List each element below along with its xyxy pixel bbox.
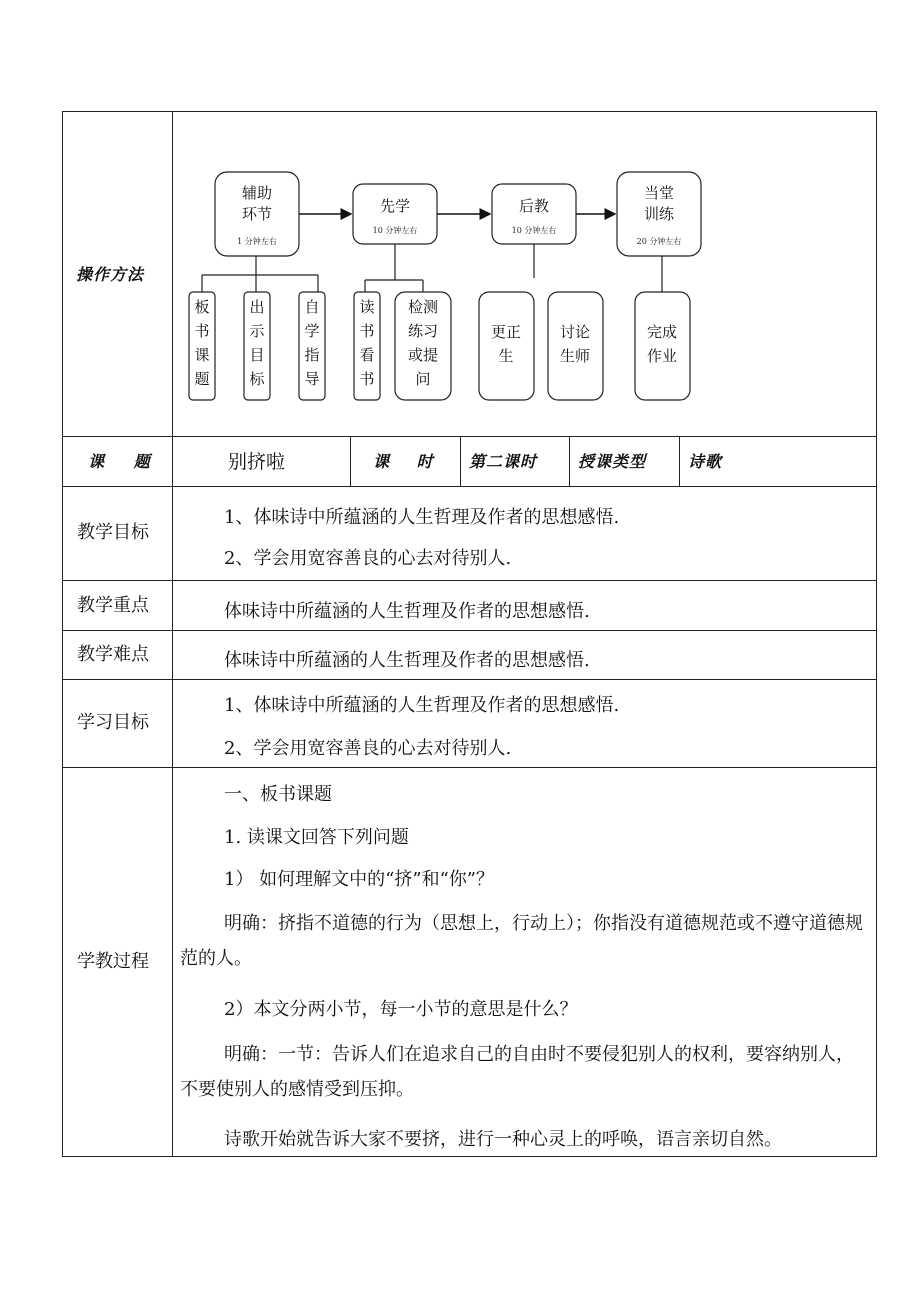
- sub-4-label: 书: [359, 370, 375, 388]
- goal-label: 教学目标: [77, 522, 149, 543]
- step-4-label: 当堂: [643, 184, 675, 202]
- sub-5-label: 检测: [407, 298, 439, 316]
- process-p4: 明确：挤指不道德的行为（思想上，行动上）；你指没有道德规范或不遵守道德规范的人。: [180, 913, 863, 969]
- sub-2-label: 标: [249, 370, 265, 388]
- study-label: 学习目标: [77, 712, 149, 733]
- key-text: 体味诗中所蕴涵的人生哲理及作者的思想感悟.: [224, 601, 590, 622]
- sub-box-7: [548, 292, 603, 400]
- sub-3-label: 指: [304, 346, 320, 364]
- sub-4-label: 看: [359, 346, 375, 364]
- sub-3-label: 导: [304, 370, 320, 388]
- study-line-2: 2、学会用宽容善良的心去对待别人.: [224, 738, 512, 759]
- sub-box-8: [635, 292, 690, 400]
- step-4-label: 训练: [643, 205, 675, 223]
- step-3-label: 后教: [518, 197, 550, 215]
- sub-8-label: 完成: [646, 323, 678, 341]
- sub-box-6: [479, 292, 534, 400]
- study-line-1: 1、体味诗中所蕴涵的人生哲理及作者的思想感悟.: [224, 695, 620, 716]
- sub-4-label: 书: [359, 322, 375, 340]
- sub-5-label: 问: [415, 370, 431, 388]
- process-p6: 明确：一节：告诉人们在追求自己的自由时不要侵犯别人的权利，要容纳别人，不要使别人的感情受到压抑。: [180, 1044, 854, 1100]
- process-p5: 2）本文分两小节，每一小节的意思是什么？: [224, 999, 578, 1020]
- sub-6-label: 生: [498, 347, 514, 365]
- step-2-time: 10 分钟左右: [372, 226, 418, 235]
- sub-6-label: 更正: [490, 323, 522, 341]
- key-label: 教学重点: [77, 595, 149, 616]
- process-p1: 一、板书课题: [224, 784, 332, 805]
- difficulty-text: 体味诗中所蕴涵的人生哲理及作者的思想感悟.: [224, 650, 590, 671]
- sub-4-label: 读: [359, 298, 375, 316]
- sub-2-label: 出: [249, 298, 265, 316]
- topic-value: 别挤啦: [228, 451, 286, 473]
- step-3-time: 10 分钟左右: [511, 226, 557, 235]
- type-label: 授课类型: [578, 452, 647, 471]
- process-p2: 1. 读课文回答下列问题: [224, 827, 409, 848]
- sub-3-label: 学: [304, 322, 320, 340]
- process-label: 学教过程: [77, 951, 149, 972]
- type-value: 诗歌: [688, 452, 723, 471]
- step-1-label: 辅助: [241, 184, 273, 202]
- process-p3: 1） 如何理解文中的“挤”和“你”？: [224, 869, 494, 890]
- goal-line-1: 1、体味诗中所蕴涵的人生哲理及作者的思想感悟.: [224, 507, 620, 528]
- goal-line-2: 2、学会用宽容善良的心去对待别人.: [224, 548, 512, 569]
- sub-1-label: 板: [194, 298, 210, 316]
- step-1-time: 1 分钟左右: [237, 237, 277, 246]
- sub-8-label: 作业: [646, 347, 678, 365]
- difficulty-label: 教学难点: [77, 644, 149, 665]
- step-1-label: 环节: [241, 205, 273, 223]
- flowchart: [173, 112, 876, 436]
- sub-1-label: 课: [194, 346, 210, 364]
- sub-5-label: 练习: [407, 322, 439, 340]
- sub-5-label: 或提: [407, 346, 439, 364]
- step-2-label: 先学: [379, 197, 411, 215]
- sub-3-label: 自: [304, 298, 320, 316]
- process-p7: 诗歌开始就告诉大家不要挤，进行一种心灵上的呼唤，语言亲切自然。: [224, 1129, 782, 1150]
- op-method-label: 操作方法: [76, 265, 145, 284]
- topic-label: 课 题: [88, 452, 151, 471]
- sub-1-label: 书: [194, 322, 210, 340]
- sub-1-label: 题: [194, 370, 210, 388]
- sub-7-label: 生师: [559, 347, 591, 365]
- step-4-time: 20 分钟左右: [636, 237, 682, 246]
- period-value: 第二课时: [469, 452, 538, 471]
- sub-2-label: 目: [249, 346, 265, 364]
- sub-7-label: 讨论: [559, 323, 591, 341]
- period-label: 课 时: [373, 452, 434, 471]
- sub-2-label: 示: [249, 322, 265, 340]
